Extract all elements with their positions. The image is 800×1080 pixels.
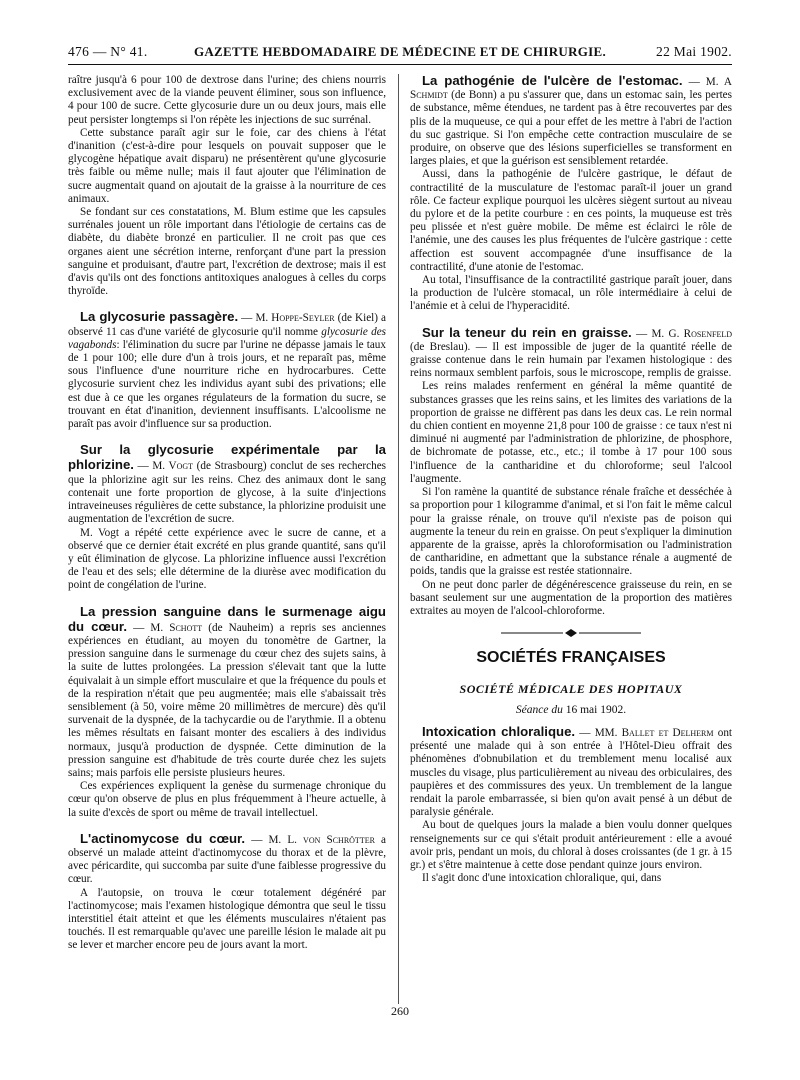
paragraph: L'actinomycose du cœur. — M. L. von Schrötter a observé un malade atteint d'actinomycose du thorax et de la plèvre, avec péricardite, qui succomba par suite d'une faiblesse progressive du cœur. [68,830,387,886]
paragraph: raître jusqu'à 6 pour 100 de dextrose dans l'urine; des chiens nourris exclusivement avec de la viande peuvent éliminer, sous son influence, 4 pour 100 de sucre. Cette glycosurie dure un ou deux jours, mais elle peut persister longtemps si l'on répète les injections de suc surrénal. [68,74,386,126]
article-title: La pression sanguine dans le surmenage aigu du cœur. [68,603,386,634]
paragraph: La pathogénie de l'ulcère de l'estomac. — M. A Schmidt (de Bonn) a pu s'assurer que, dans un estomac sain, les pertes de substance, même étendues, ne tardent pas à être recouvertes par des plis de la muqueuse, ce qui a pour effet de les mettre à l'abri de l'action du suc gastrique. Si l'on empêche cette contraction musculaire de se produire, on observe que des lésions superficielles se transforment en larges plaies, et que la guérison est sensiblement retardée. [410,73,732,168]
article-author: M. Schott [150,621,203,634]
article-intoxication-chloralique [410,725,732,885]
paragraph: Au bout de quelques jours la malade a bien voulu donner quelques renseignements sur ce qui s'était produit antérieurement : elle a avoué avoir pris, pendant un mois, du chloral à doses croissantes (de 1 gr. à 15 gr.) et s'être maintenue à cette dose pendant quinze jours environ. [410,819,732,871]
article-title: L'actinomycose du cœur. [80,830,246,846]
article-glycosurie-experimentale [68,443,386,592]
society-name: SOCIÉTÉ MÉDICALE DES HOPITAUX [459,681,683,696]
paragraph: Sur la teneur du rein en graisse. — M. G. Rosenfeld (de Breslau). — Il est impossible de juger de la quantité réelle de graisse contenue dans le rein humain par l'examen histologique : des reins normaux semblent parfois, sous le microscope, remplis de graisse. [410,324,733,380]
text-run: a observé un malade atteint d'actinomycose du thorax et de la plèvre, avec péricardite, qui succomba par suite d'une faiblesse progressive du cœur. [68,833,387,886]
paragraph: On ne peut donc parler de dégénérescence graisseuse du rein, en se basant seulement sur une augmentation de la proportion des matières extraites au moyen de l'alcool-chloroforme. [410,578,732,617]
running-header [68,42,732,65]
paragraph: M. Vogt a répété cette expérience avec le sucre de canne, et a observé que ce dernier était excrété en plus grande quantité, sans qu'il y eût élimination de glycose. La phlorizine influence aussi l'excrétion de l'eau et des sels; elle détermine de la diurèse avec modification du point de congélation de l'urine. [68,526,386,592]
paragraph: Les reins malades renferment en général la même quantité de substances grasses que les reins sains, et les limites des variations de la proportion de graisse ne diffèrent pas dans les deux cas. Le rein normal du chien contient en moyenne 21,8 pour 100 de graisse : ce taux n'est ni diminué ni augmenté par l'administration de phlorizine, de phosphore, de bichromate de potasse, etc., etc.; il tombe à 17 pour 100 sous l'influence de la cantharidine et du chloroforme; seul l'alcool l'augmente. [410,380,732,485]
journal-title: GAZETTE HEBDOMADAIRE DE MÉDECINE ET DE CHIRURGIE. [193,44,607,59]
article-author: M. A Schmidt [410,76,732,102]
text-run: (de Bonn) a pu s'assurer que, dans un estomac sain, les pertes de substance, même étendues, ne tardent pas à être recouvertes par des plis de la muqueuse, ce qui a pour effet de les mettre à l'abri de l'action du suc gastrique. Si l'on empêche cette contraction musculaire de se produire, on observe que des lésions superficielles se transforment en larges plaies, et que la guérison est sensiblement retardée. [410,89,732,168]
article-author: M. Hoppe-Seyler [255,312,335,325]
article-ulcere-estomac [410,74,732,314]
article-glycosurie-passagere [68,310,386,431]
article-author: M. G. Rosenfeld [651,327,733,340]
folio-number: 260 [391,1004,409,1018]
article-title: Intoxication chloralique. [422,723,576,739]
text-run: (de Kiel) a observé 11 cas d'une variété de glycosurie qu'il nomme [68,312,387,338]
paragraph: Il s'agit donc d'une intoxication chloralique, qui, dans [422,872,662,885]
article-author: M. L. von Schrötter [268,833,375,846]
article-title: Sur la glycosurie expérimentale par la phlorizine. [68,442,386,473]
text-run: (de Strasbourg) conclut de ses recherches que la phlorizine agit sur les reins. Chez des animaux dont le sang contenait une forte proportion de glycose, à la suite d'injections intraveineuses régulières de cette substance, la phlorizine produisit une augmentation de l'excrétion de sucre. [68,460,387,526]
paragraph: Intoxication chloralique. — MM. Ballet et Delherm ont présenté une malade qui à son entrée à l'Hôtel-Dieu offrait des phénomènes d'obnubilation et du tremblement menu localisé aux muscles du visage, plus particulièrement au niveau des orbiculaires, des paupières et des commissures des yeux. Un tremblement de la langue rendait la parole embarrassée, si bien qu'on avait pensé à un début de paralysie générale. [410,723,733,819]
article-title: La glycosurie passagère. [80,309,239,325]
left-column [68,74,386,953]
paragraph: La pression sanguine dans le surmenage aigu du cœur. — M. Schott (de Nauheim) a repris ses anciennes expériences en étudiant, au moyen du tonomètre de Gartner, la pression sanguine dans le surmenage du cœur chez des sujets sains, à la suite de luttes prolongées. La pression s'élevait tant que la lutte équivalait à un simple effort musculaire et que la fréquence du pouls et de la respiration n'était que peu augmentée; mais elle s'abaissait très sensiblement (à 50, voire même 20 millimètres de mercure) dès qu'il survenait de la dyspnée, de la tachycardie ou de l'arythmie. Il a obtenu les mêmes résultats en faisant monter des escaliers à des individus normaux, jusqu'à production de dyspnée. Cette diminution de la pression sanguine est d'habitude de très courte durée chez les sujets sains; mais parfois elle persiste plusieurs heures. [68,603,387,779]
article-title: Sur la teneur du rein en graisse. [422,324,632,340]
paragraph: Cette substance paraît agir sur le foie, car des chiens à l'état d'inanition (c'est-à-dire pour lesquels on pouvait supposer que le glycogène hépatique avait disparu) ne présentèrent qu'une glycosurie très faible ou même nulle; mais il faut ajouter que l'élimination de sucre augmentait quand on ajoutait de la graisse à la nourriture de ces animaux. [68,126,386,205]
page-number-issue: 476 — N° 41. [68,44,148,59]
emphasized-term: glycosurie des vagabonds [68,325,387,351]
issue-date: 22 Mai 1902. [656,44,732,59]
paragraph: Se fondant sur ces constatations, M. Blum estime que les capsules surrénales jouent un rôle important dans l'étiologie de certains cas de diabète, du diabète bronzé en particulier. Il ne croit pas que ces organes aient une sécrétion interne, renforçant d'une part la pression sanguine et produisant, d'autre part, l'excrétion de dextrose; mais il est d'avis qu'ils ont des fonctions antitoxiques analogues à celles du corps thyroïde. [68,206,386,298]
paragraph: A l'autopsie, on trouva le cœur totalement dégénéré par l'actinomycose; mais l'examen histologique démontra que seul le tissu interstitiel était atteint et que les éléments musculaires n'étaient pas touchés. Il est remarquable qu'avec une pareille lésion le malade ait pu se lever et marcher encore peu de jours avant la mort. [68,886,386,952]
article-title: La pathogénie de l'ulcère de l'estomac. [422,73,683,88]
article-actinomycose [68,832,386,953]
section-ornament [410,628,732,641]
paragraph: Sur la glycosurie expérimentale par la phlorizine. — M. Vogt (de Strasbourg) conclut de ses recherches que la phlorizine agit sur les reins. Chez des animaux dont le sang contenait une forte proportion de glycose, à la suite d'injections intraveineuses régulières de cette substance, la phlorizine produisit une augmentation de l'excrétion de sucre. [68,442,387,526]
text-run: (de Nauheim) a repris ses anciennes expériences en étudiant, au moyen du tonomètre de Gartner, la pression sanguine dans le surmenage du cœur chez des sujets sains, à la suite de luttes prolongées. La pression s'élevait tant que la lutte équivalait à un simple effort musculaire et que la fréquence du pouls et de la respiration n'était que peu augmentée; mais elle s'abaissait très sensiblement (à 50, voire même 20 millimètres de mercure) dès qu'il survenait de la dyspnée, de la tachycardie ou de l'arythmie. Il a obtenu les mêmes résultats en faisant monter des escaliers à des individus normaux, jusqu'à production de dyspnée. Cette diminution de la pression sanguine est d'habitude de très courte durée chez les sujets sains; mais parfois elle persiste plusieurs heures. [68,621,387,779]
paragraph: La glycosurie passagère. — M. Hoppe-Seyler (de Kiel) a observé 11 cas d'une variété de glycosurie qu'il nomme glycosurie des vagabonds: l'élimination du sucre par l'urine ne dépasse jamais le taux de 1 pour 100; elle dure d'un à trois jours, et ne reparaît pas, même sous l'influence d'une nourriture riche en hydrocarbures. Cette glycosurie survient chez les individus ayant subi des privations; elle est due à ce que les organes régulateurs de la formation du sucre, se trouvant en état d'inanition, deviennent insuffisants. L'alcoolisme ne paraît pas avoir d'influence sur sa production. [68,309,387,431]
session-date [410,704,732,717]
article-author: M. Vogt [152,460,194,473]
article-author: MM. Ballet et Delherm [594,726,714,739]
session-label: Séance du [515,703,563,716]
article-rein-graisse [410,326,732,618]
right-column [410,74,732,885]
column-divider [398,74,399,1004]
text-run: (de Breslau). — Il est impossible de juger de la quantité réelle de graisse contenue dans le rein humain par l'examen histologique : des reins normaux semblent parfois, sous le microscope, remplis de graisse. [410,340,732,380]
article-pression-sanguine [68,605,386,820]
paragraph: Si l'on ramène la quantité de substance rénale fraîche et desséchée à sa proportion pour 1 kilogramme d'animal, et si l'on fait le même calcul pour la graisse rénale, on trouve qu'il n'existe pas de poison qui augmente la teneur du rein en graisse. On peut s'expliquer la diminution apparente de la graisse, après la chloroformisation ou l'administration de cantharidine, en admettant que la substance rénale a augmenté de poids, tandis que la graisse est restée stationnaire. [410,486,733,578]
text-run: : l'élimination du sucre par l'urine ne dépasse jamais le taux de 1 pour 100; elle dure d'un à trois jours, et ne reparaît pas, même sous l'influence d'une nourriture riche en hydrocarbures. Cette glycosurie survient chez les individus ayant subi des privations; elle est due à ce que les organes régulateurs de la formation du sucre, se trouvant en état d'inanition, deviennent insuffisants. L'alcoolisme ne paraît pas avoir d'influence sur sa production. [68,338,386,431]
paragraph: Aussi, dans la pathogénie de l'ulcère gastrique, le défaut de contractilité de la musculature de l'estomac paraît-il jouer un grand rôle. Ce facteur explique pourquoi les ulcères siègent surtout au niveau du pylore et de la petite courbure : en ces points, la muqueuse est très peu plissée et n'est guère mobile. De même est éclairci le rôle de l'anémie, une des causes les plus fréquentes de l'ulcère gastrique : cette affection est souvent accompagnée d'une insuffisance de la contractilité, d'une atonie de l'estomac. [410,168,732,273]
session-date-value: 16 mai 1902. [565,703,627,716]
section-heading: SOCIÉTÉS FRANÇAISES [476,649,666,667]
paragraph: Au total, l'insuffisance de la contractilité gastrique paraît jouer, dans la production de l'ulcère stomacal, un rôle intermédiaire à celui de l'anémie et à celui de l'hyperacidité. [410,274,732,313]
paragraph: Ces expériences expliquent la genèse du surmenage chronique du cœur qu'on observe de plus en plus fréquemment à l'heure actuelle, à la suite d'excès de sport ou même de travail intellectuel. [68,780,386,819]
text-run: ont présenté une malade qui à son entrée à l'Hôtel-Dieu offrait des phénomènes d'obnubilation et du tremblement menu localisé aux muscles du visage, plus particulièrement au niveau des orbiculaires, des paupières et des commissures des yeux. Un tremblement de la langue rendait la parole embarrassée, si bien qu'on avait pensé à un début de paralysie générale. [410,726,733,819]
ornament-rule-icon [501,628,641,638]
